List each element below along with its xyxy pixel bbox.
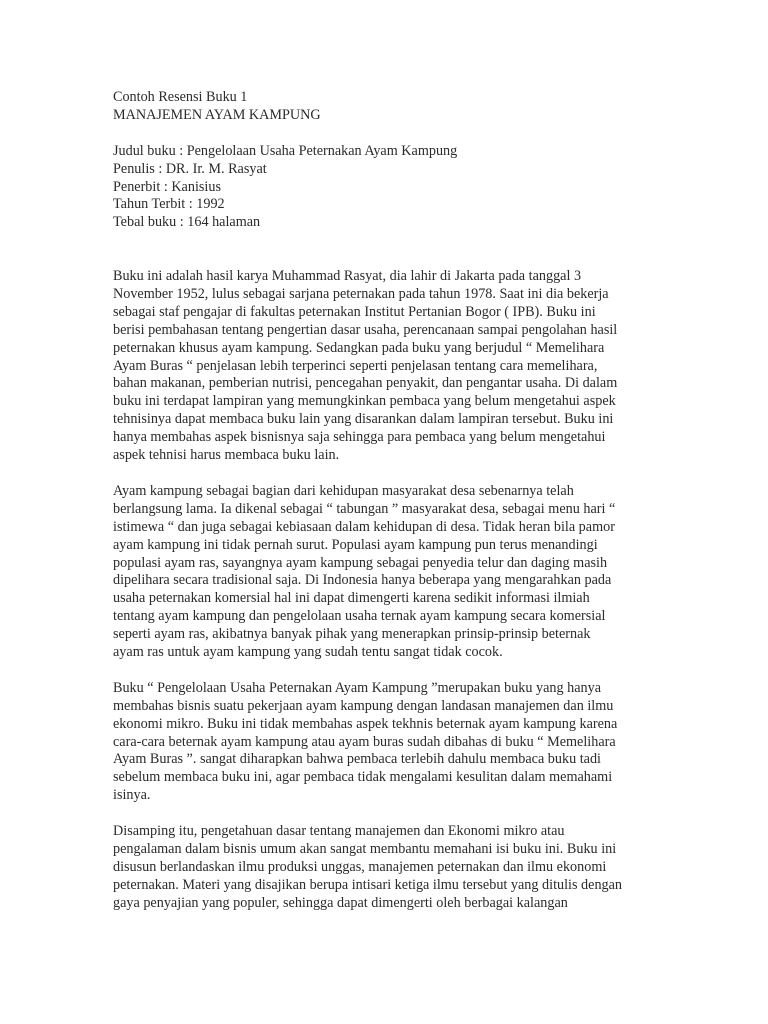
paragraph-2 (113, 483, 673, 662)
text-line: Ayam Buras ”. sangat diharapkan bahwa pembaca terlebih dahulu membaca buku tadi (113, 751, 601, 768)
text-line: aspek tehnisi harus membaca buku lain. (113, 447, 340, 464)
text-line: Ayam kampung sebagai bagian dari kehidupan masyarakat desa sebenarnya telah (113, 482, 574, 499)
text-line: sebagai staf pengajar di fakultas peternakan Institut Pertanian Bogor ( IPB). Buku ini (113, 303, 596, 320)
heading-line-subtitle: Contoh Resensi Buku 1 (113, 89, 248, 105)
paragraph-4 (113, 823, 673, 913)
text-line: Disamping itu, pengetahuan dasar tentang manajemen dan Ekonomi mikro atau (113, 823, 565, 840)
text-line: Buku ini adalah hasil karya Muhammad Rasyat, dia lahir di Jakarta pada tanggal 3 (113, 268, 582, 285)
text-line: tehnisinya dapat membaca buku lain yang disarankan dalam lampiran tersebut. Buku ini (113, 411, 614, 428)
text-line: usaha peternakan komersial hal ini dapat dimengerti karena sedikit informasi ilmiah (113, 590, 590, 607)
text-line: istimewa “ dan juga sebagai kebiasaan dalam kehidupan di desa. Tidak heran bila pamor (113, 518, 615, 535)
text-line: peternakan. Materi yang disajikan berupa intisari ketiga ilmu tersebut yang ditulis dengan (113, 876, 623, 893)
text-line: hanya membahas aspek bisnisnya saja sehingga para pembaca yang belum mengetahui (113, 429, 606, 446)
metadata-publisher: Penerbit : Kanisius (113, 178, 221, 195)
text-line: sebelum membaca buku ini, agar pembaca tidak mengalami kesulitan dalam memahami (113, 769, 613, 786)
document-body (113, 89, 673, 913)
text-line: disusun berlandaskan ilmu produksi unggas, manajemen peternakan dan ilmu ekonomi (113, 858, 607, 875)
text-line: ayam kampung ini tidak pernah surut. Populasi ayam kampung pun terus menandingi (113, 536, 598, 553)
paragraph-1 (113, 268, 673, 465)
text-line: berlangsung lama. Ia dikenal sebagai “ tabungan ” masyarakat desa, sebagai menu hari “ (113, 500, 616, 517)
text-line: ekonomi mikro. Buku ini tidak membahas aspek tekhnis beternak ayam kampung karena (113, 715, 618, 732)
text-line: cara-cara beternak ayam kampung atau ayam buras sudah dibahas di buku “ Memelihara (113, 733, 616, 750)
document-heading (113, 89, 673, 125)
text-line: Ayam Buras “ penjelasan lebih terperinci seperti penjelasan tentang cara memelihara, (113, 357, 598, 374)
text-line: membahas bisnis suatu pekerjaan ayam kampung dengan landasan manajemen dan ilmu (113, 697, 614, 714)
metadata-author: Penulis : DR. Ir. M. Rasyat (113, 160, 267, 177)
metadata-pages: Tebal buku : 164 halaman (113, 214, 261, 231)
text-line: Buku “ Pengelolaan Usaha Peternakan Ayam Kampung ”merupakan buku yang hanya (113, 679, 602, 696)
text-line: berisi pembahasan tentang pengertian dasar usaha, perencanaan sampai pengolahan hasil (113, 321, 618, 338)
heading-line-title: MANAJEMEN AYAM KAMPUNG (113, 106, 321, 123)
text-line: seperti ayam ras, akibatnya banyak pihak yang menerapkan prinsip-prinsip beternak (113, 626, 591, 643)
metadata-year: Tahun Terbit : 1992 (113, 196, 225, 213)
metadata-title: Judul buku : Pengelolaan Usaha Peternakan Ayam Kampung (113, 142, 458, 159)
paragraph-3 (113, 680, 673, 805)
text-line: ayam ras untuk ayam kampung yang sudah tentu sangat tidak cocok. (113, 644, 503, 661)
text-line: populasi ayam ras, sayangnya ayam kampung sebagai penyedia telur dan daging masih (113, 554, 608, 571)
text-line: bahan makanan, pemberian nutrisi, pencegahan penyakit, dan pengantar usaha. Di dalam (113, 375, 618, 392)
text-line: isinya. (113, 787, 151, 804)
book-metadata (113, 143, 673, 233)
text-line: November 1952, lulus sebagai sarjana peternakan pada tahun 1978. Saat ini dia bekerja (113, 285, 609, 302)
text-line: tentang ayam kampung dan pengelolaan usaha ternak ayam kampung secara komersial (113, 608, 606, 625)
text-line: buku ini terdapat lampiran yang memungkinkan pembaca yang belum mengetahui aspek (113, 393, 616, 410)
text-line: pengalaman dalam bisnis umum akan sangat membantu memahani isi buku ini. Buku ini (113, 840, 617, 857)
text-line: gaya penyajian yang populer, sehingga dapat dimengerti oleh berbagai kalangan (113, 894, 568, 911)
text-line: dipelihara secara tradisional saja. Di Indonesia hanya beberapa yang mengarahkan pada (113, 572, 612, 589)
text-line: peternakan khusus ayam kampung. Sedangkan pada buku yang berjudul “ Memelihara (113, 339, 605, 356)
